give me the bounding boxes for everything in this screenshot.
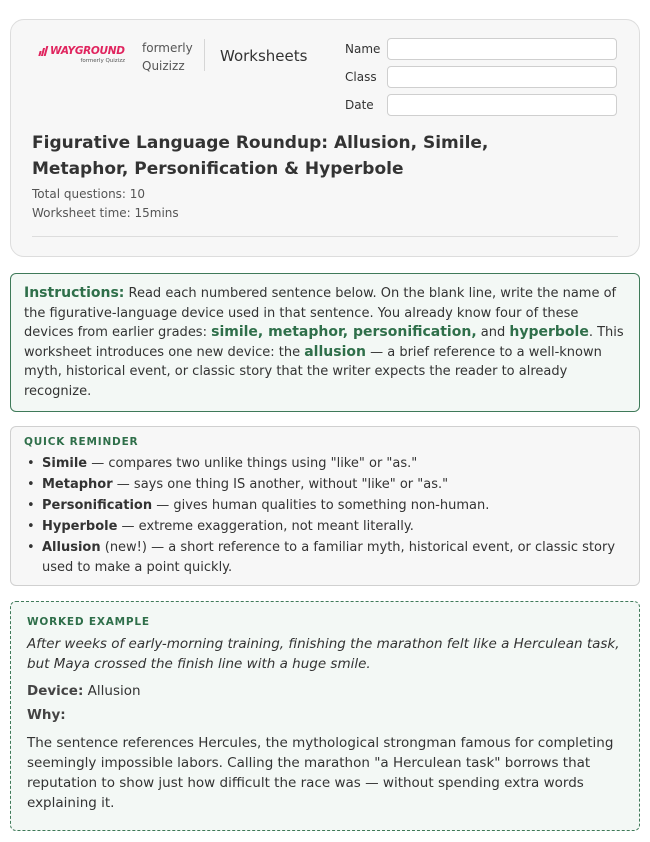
logo-subtext: formerly Quizizz: [80, 58, 125, 64]
total-questions: Total questions: 10: [32, 187, 146, 201]
last-known-device: hyperbole: [509, 324, 589, 340]
wayground-logo: [39, 45, 129, 64]
device-answer: Device: Allusion: [27, 683, 141, 699]
reminder-list: [24, 454, 626, 577]
instructions-box: Instructions: Read each numbered sentence below. On the blank line, write the name of the figurative-language device used in that sentence. You already know four of these devices from earlier grades: simile, metaphor, personification, and hyperbole. This worksheet introduces one new device: the allusion — a brief reference to a well-known myth, historical event, or classic story that the writer expects the reader to already recognize.: [10, 273, 640, 412]
list-item: • Personification — gives human qualities to something non-human.: [24, 496, 626, 516]
worksheet-title: Figurative Language Roundup: Allusion, Simile, Metaphor, Personification & Hyperbole: [32, 133, 489, 179]
section-title: Worksheets: [220, 47, 308, 65]
logo-wordmark: WAYGROUND: [50, 45, 125, 57]
logo-bars-icon: [39, 46, 47, 56]
quick-reminder-box: [10, 426, 640, 586]
name-field-row: [345, 38, 617, 60]
date-field-row: [345, 94, 617, 116]
worked-example-box: [10, 601, 640, 831]
date-input[interactable]: [387, 94, 617, 116]
known-devices: simile, metaphor, personification,: [211, 324, 477, 340]
formerly-quizizz: formerly Quizizz: [142, 41, 193, 73]
name-input[interactable]: [387, 38, 617, 60]
list-item: • Hyperbole — extreme exaggeration, not meant literally.: [24, 517, 626, 537]
header-divider: [204, 39, 205, 71]
class-input[interactable]: [387, 66, 617, 88]
why-explanation: The sentence references Hercules, the mythological strongman famous for completing seemingly impossible labors. Calling the marathon "a Herculean task" borrows that reputation to show just how difficult the race was — without spending extra words explaining it.: [27, 735, 614, 811]
example-sentence: After weeks of early-morning training, finishing the marathon felt like a Herculean task, but Maya crossed the finish line with a huge smile.: [27, 636, 620, 672]
class-label: Class: [345, 70, 377, 84]
class-field-row: [345, 66, 617, 88]
name-label: Name: [345, 42, 381, 56]
list-item: • Metaphor — says one thing IS another, without "like" or "as.": [24, 475, 626, 495]
new-device: allusion: [304, 343, 366, 360]
list-item: • Allusion (new!) — a short reference to a familiar myth, historical event, or classic story used to make a point quickly.: [24, 538, 626, 577]
date-label: Date: [345, 98, 374, 112]
instructions-label: Instructions:: [24, 285, 125, 301]
header-rule: [32, 236, 618, 237]
list-item: • Simile — compares two unlike things using "like" or "as.": [24, 454, 626, 474]
worked-example-heading: WORKED EXAMPLE: [27, 616, 150, 628]
reminder-heading: QUICK REMINDER: [24, 436, 139, 448]
why-label: Why:: [27, 707, 66, 723]
worksheet-time: Worksheet time: 15mins: [32, 206, 179, 220]
worksheet-header: [10, 19, 640, 257]
